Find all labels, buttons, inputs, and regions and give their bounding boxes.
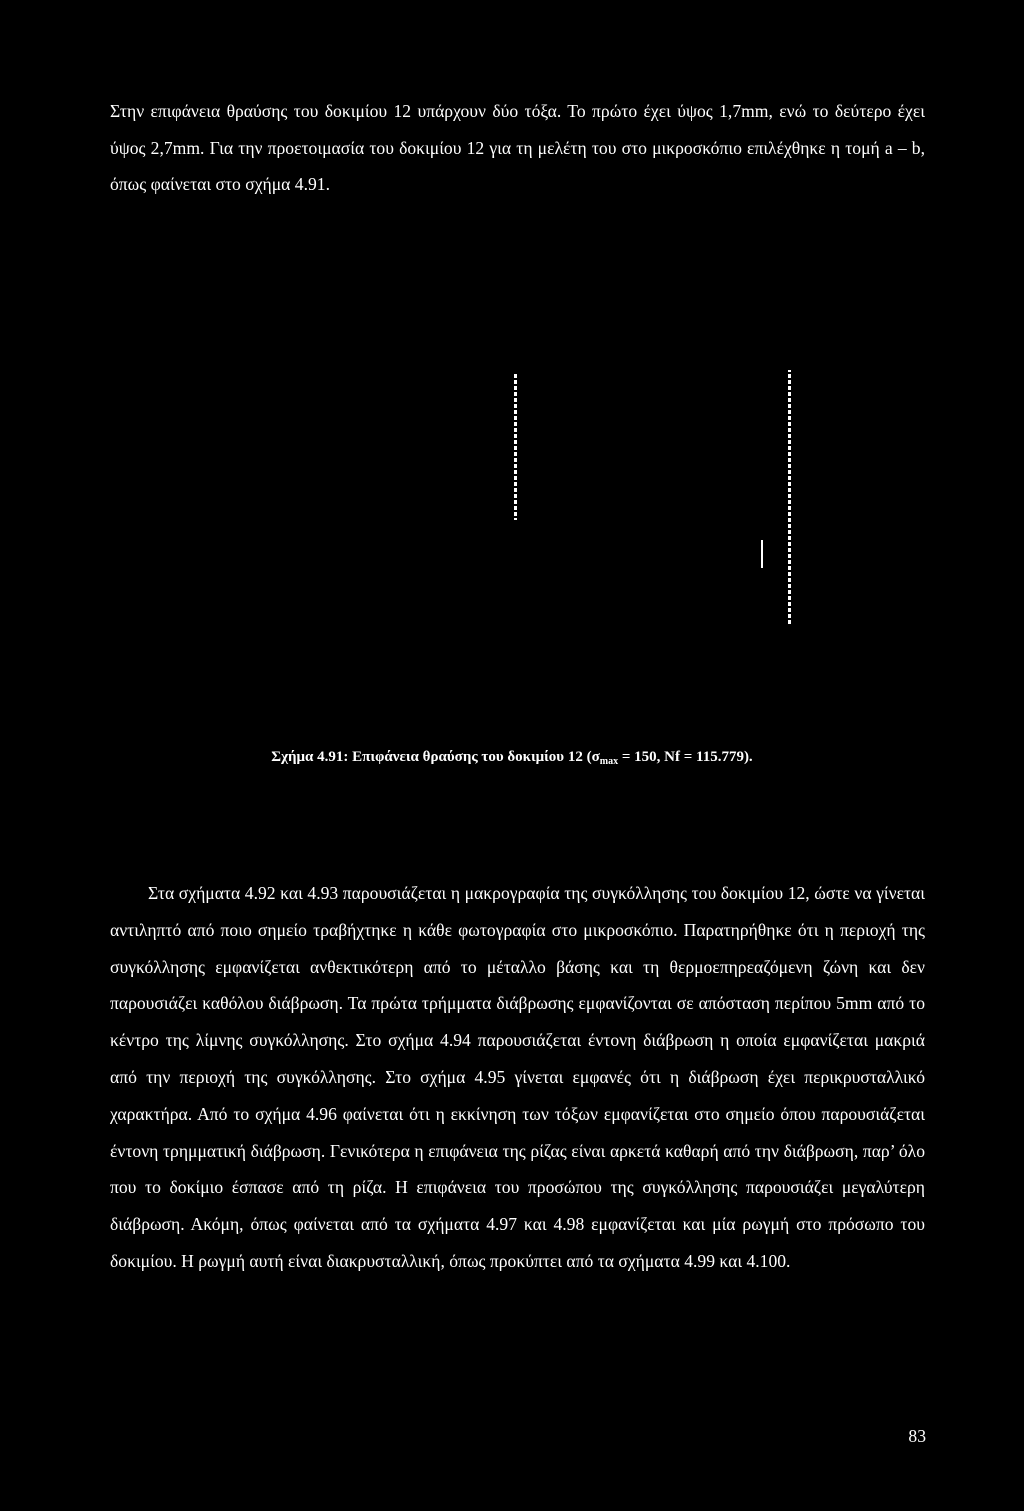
caption-suffix: = 150, Nf = 115.779). (618, 749, 753, 765)
caption-prefix: Σχήμα 4.91: Επιφάνεια θραύσης του δοκιμίου 12 (σ (271, 749, 600, 765)
page-number: 83 (908, 1426, 926, 1446)
paragraph-intro: Στην επιφάνεια θραύσης του δοκιμίου 12 υπάρχουν δύο τόξα. Το πρώτο έχει ύψος 1,7mm, ενώ το δεύτερο έχει ύψος 2,7mm. Για την προετοιμασία του δοκιμίου 12 για τη μελέτη του στο μικροσκόπιο επιλέχθηκε η τομή a – b, όπως φαίνεται στο σχήμα 4.91. (110, 101, 925, 195)
small-vertical-marker (761, 540, 763, 568)
left-dashed-marker (514, 372, 517, 520)
right-dashed-marker (788, 370, 791, 626)
caption-subscript: max (599, 756, 619, 767)
paragraph-analysis: Στα σχήματα 4.92 και 4.93 παρουσιάζεται η μακρογραφία της συγκόλλησης του δοκιμίου 12, ώστε να γίνεται αντιληπτό από ποιο σημείο τραβήχτηκε η κάθε φωτογραφία στο μικροσκόπιο. Παρατηρήθηκε ότι η περιοχή της συγκόλλησης εμφανίζεται ανθεκτικότερη από το μέταλλο βάσης και τη θερμοεπηρεαζόμενη ζώνη και δεν παρουσιάζει καθόλου διάβρωση. Τα πρώτα τρήμματα διάβρωσης εμφανίζονται σε απόσταση περίπου 5mm από το κέντρο της λίμνης συγκόλλησης. Στο σχήμα 4.94 παρουσιάζεται έντονη διάβρωση η οποία εμφανίζεται μακριά από την περιοχή της συγκόλλησης. Στο σχήμα 4.95 γίνεται εμφανές ότι η διάβρωση έχει περικρυσταλλικό χαρακτήρα. Από το σχήμα 4.96 φαίνεται ότι η εκκίνηση των τόξων εμφανίζεται στο σημείο όπου παρουσιάζεται έντονη τρημματική διάβρωση. Γενικότερα η επιφάνεια της ρίζας είναι αρκετά καθαρή από την διάβρωση, παρ’ όλο που το δοκίμιο έσπασε από τη ρίζα. Η επιφάνεια του προσώπου της συγκόλλησης παρουσιάζει μεγαλύτερη διάβρωση. Ακόμη, όπως φαίνεται από τα σχήματα 4.97 και 4.98 εμφανίζεται και μία ρωγμή στο πρόσωπο του δοκιμίου. Η ρωγμή αυτή είναι διακρυσταλλική, όπως προκύπτει από τα σχήματα 4.99 και 4.100. (110, 883, 925, 1271)
figure-caption (0, 746, 1024, 773)
fracture-surface-figure (480, 362, 820, 632)
